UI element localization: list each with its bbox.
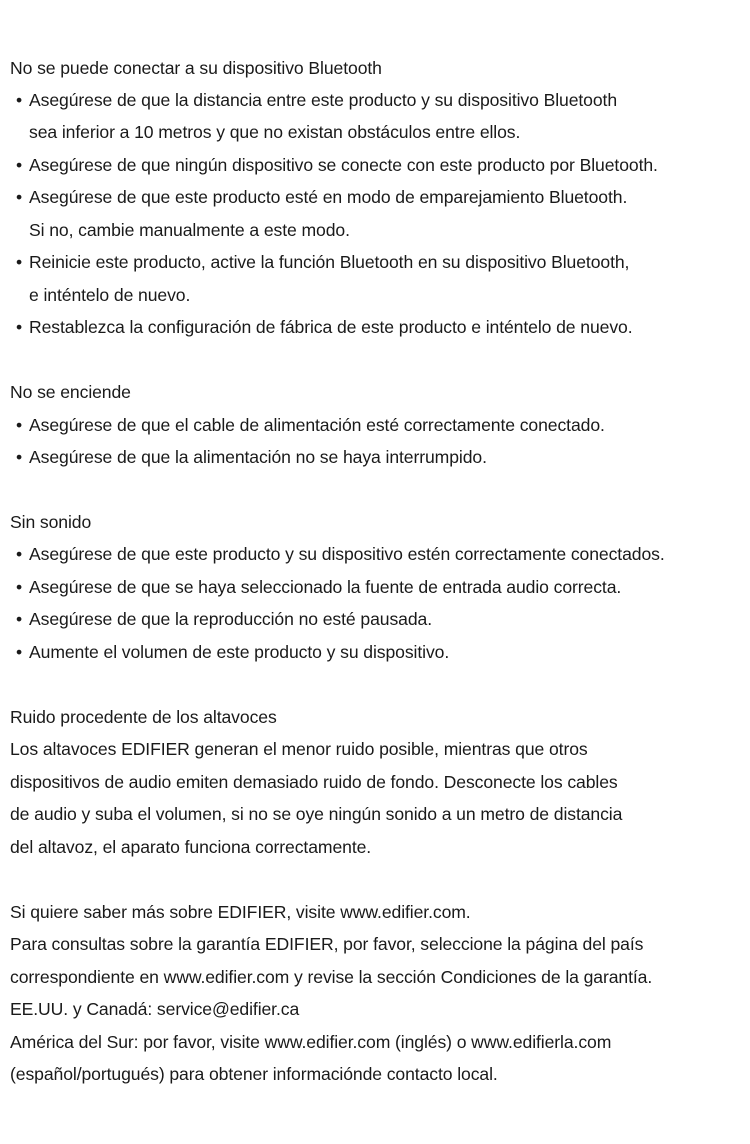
- paragraph-line: de audio y suba el volumen, si no se oye ningún sonido a un metro de distancia: [10, 804, 623, 824]
- bullet-item: • Asegúrese de que el cable de alimentación esté correctamente conectado.: [16, 413, 605, 437]
- paragraph-line: Los altavoces EDIFIER generan el menor ruido posible, mientras que otros: [10, 739, 588, 759]
- bullet-continuation: e inténtelo de nuevo.: [29, 285, 191, 305]
- section-heading-no-power: No se enciende: [10, 382, 131, 402]
- bullet-item: • Asegúrese de que la alimentación no se haya interrumpido.: [16, 445, 487, 469]
- section-heading-noise: Ruido procedente de los altavoces: [10, 707, 277, 727]
- contact-line: (español/portugués) para obtener informaciónde contacto local.: [10, 1064, 498, 1084]
- contact-line: EE.UU. y Canadá: service@edifier.ca: [10, 999, 300, 1019]
- bullet-continuation: Si no, cambie manualmente a este modo.: [29, 220, 350, 240]
- bullet-item: • Asegúrese de que la reproducción no esté pausada.: [16, 607, 432, 631]
- contact-line: Para consultas sobre la garantía EDIFIER, por favor, seleccione la página del país: [10, 934, 644, 954]
- bullet-item: • Asegúrese de que la distancia entre este producto y su dispositivo Bluetooth: [16, 88, 617, 112]
- bullet-item: • Reinicie este producto, active la función Bluetooth en su dispositivo Bluetooth,: [16, 250, 629, 274]
- contact-line: Si quiere saber más sobre EDIFIER, visite www.edifier.com.: [10, 902, 471, 922]
- paragraph-line: del altavoz, el aparato funciona correctamente.: [10, 837, 372, 857]
- bullet-item: • Aumente el volumen de este producto y su dispositivo.: [16, 640, 449, 664]
- bullet-item: • Asegúrese de que este producto y su dispositivo estén correctamente conectados.: [16, 542, 665, 566]
- contact-line: América del Sur: por favor, visite www.edifier.com (inglés) o www.edifierla.com: [10, 1032, 612, 1052]
- bullet-continuation: sea inferior a 10 metros y que no existan obstáculos entre ellos.: [29, 122, 521, 142]
- section-heading-bluetooth: No se puede conectar a su dispositivo Bluetooth: [10, 58, 382, 78]
- paragraph-line: dispositivos de audio emiten demasiado ruido de fondo. Desconecte los cables: [10, 772, 618, 792]
- contact-line: correspondiente en www.edifier.com y revise la sección Condiciones de la garantía.: [10, 967, 653, 987]
- bullet-item: • Restablezca la configuración de fábrica de este producto e inténtelo de nuevo.: [16, 315, 633, 339]
- bullet-item: • Asegúrese de que se haya seleccionado la fuente de entrada audio correcta.: [16, 575, 621, 599]
- section-heading-no-sound: Sin sonido: [10, 512, 92, 532]
- bullet-item: • Asegúrese de que ningún dispositivo se conecte con este producto por Bluetooth.: [16, 153, 658, 177]
- bullet-item: • Asegúrese de que este producto esté en modo de emparejamiento Bluetooth.: [16, 185, 627, 209]
